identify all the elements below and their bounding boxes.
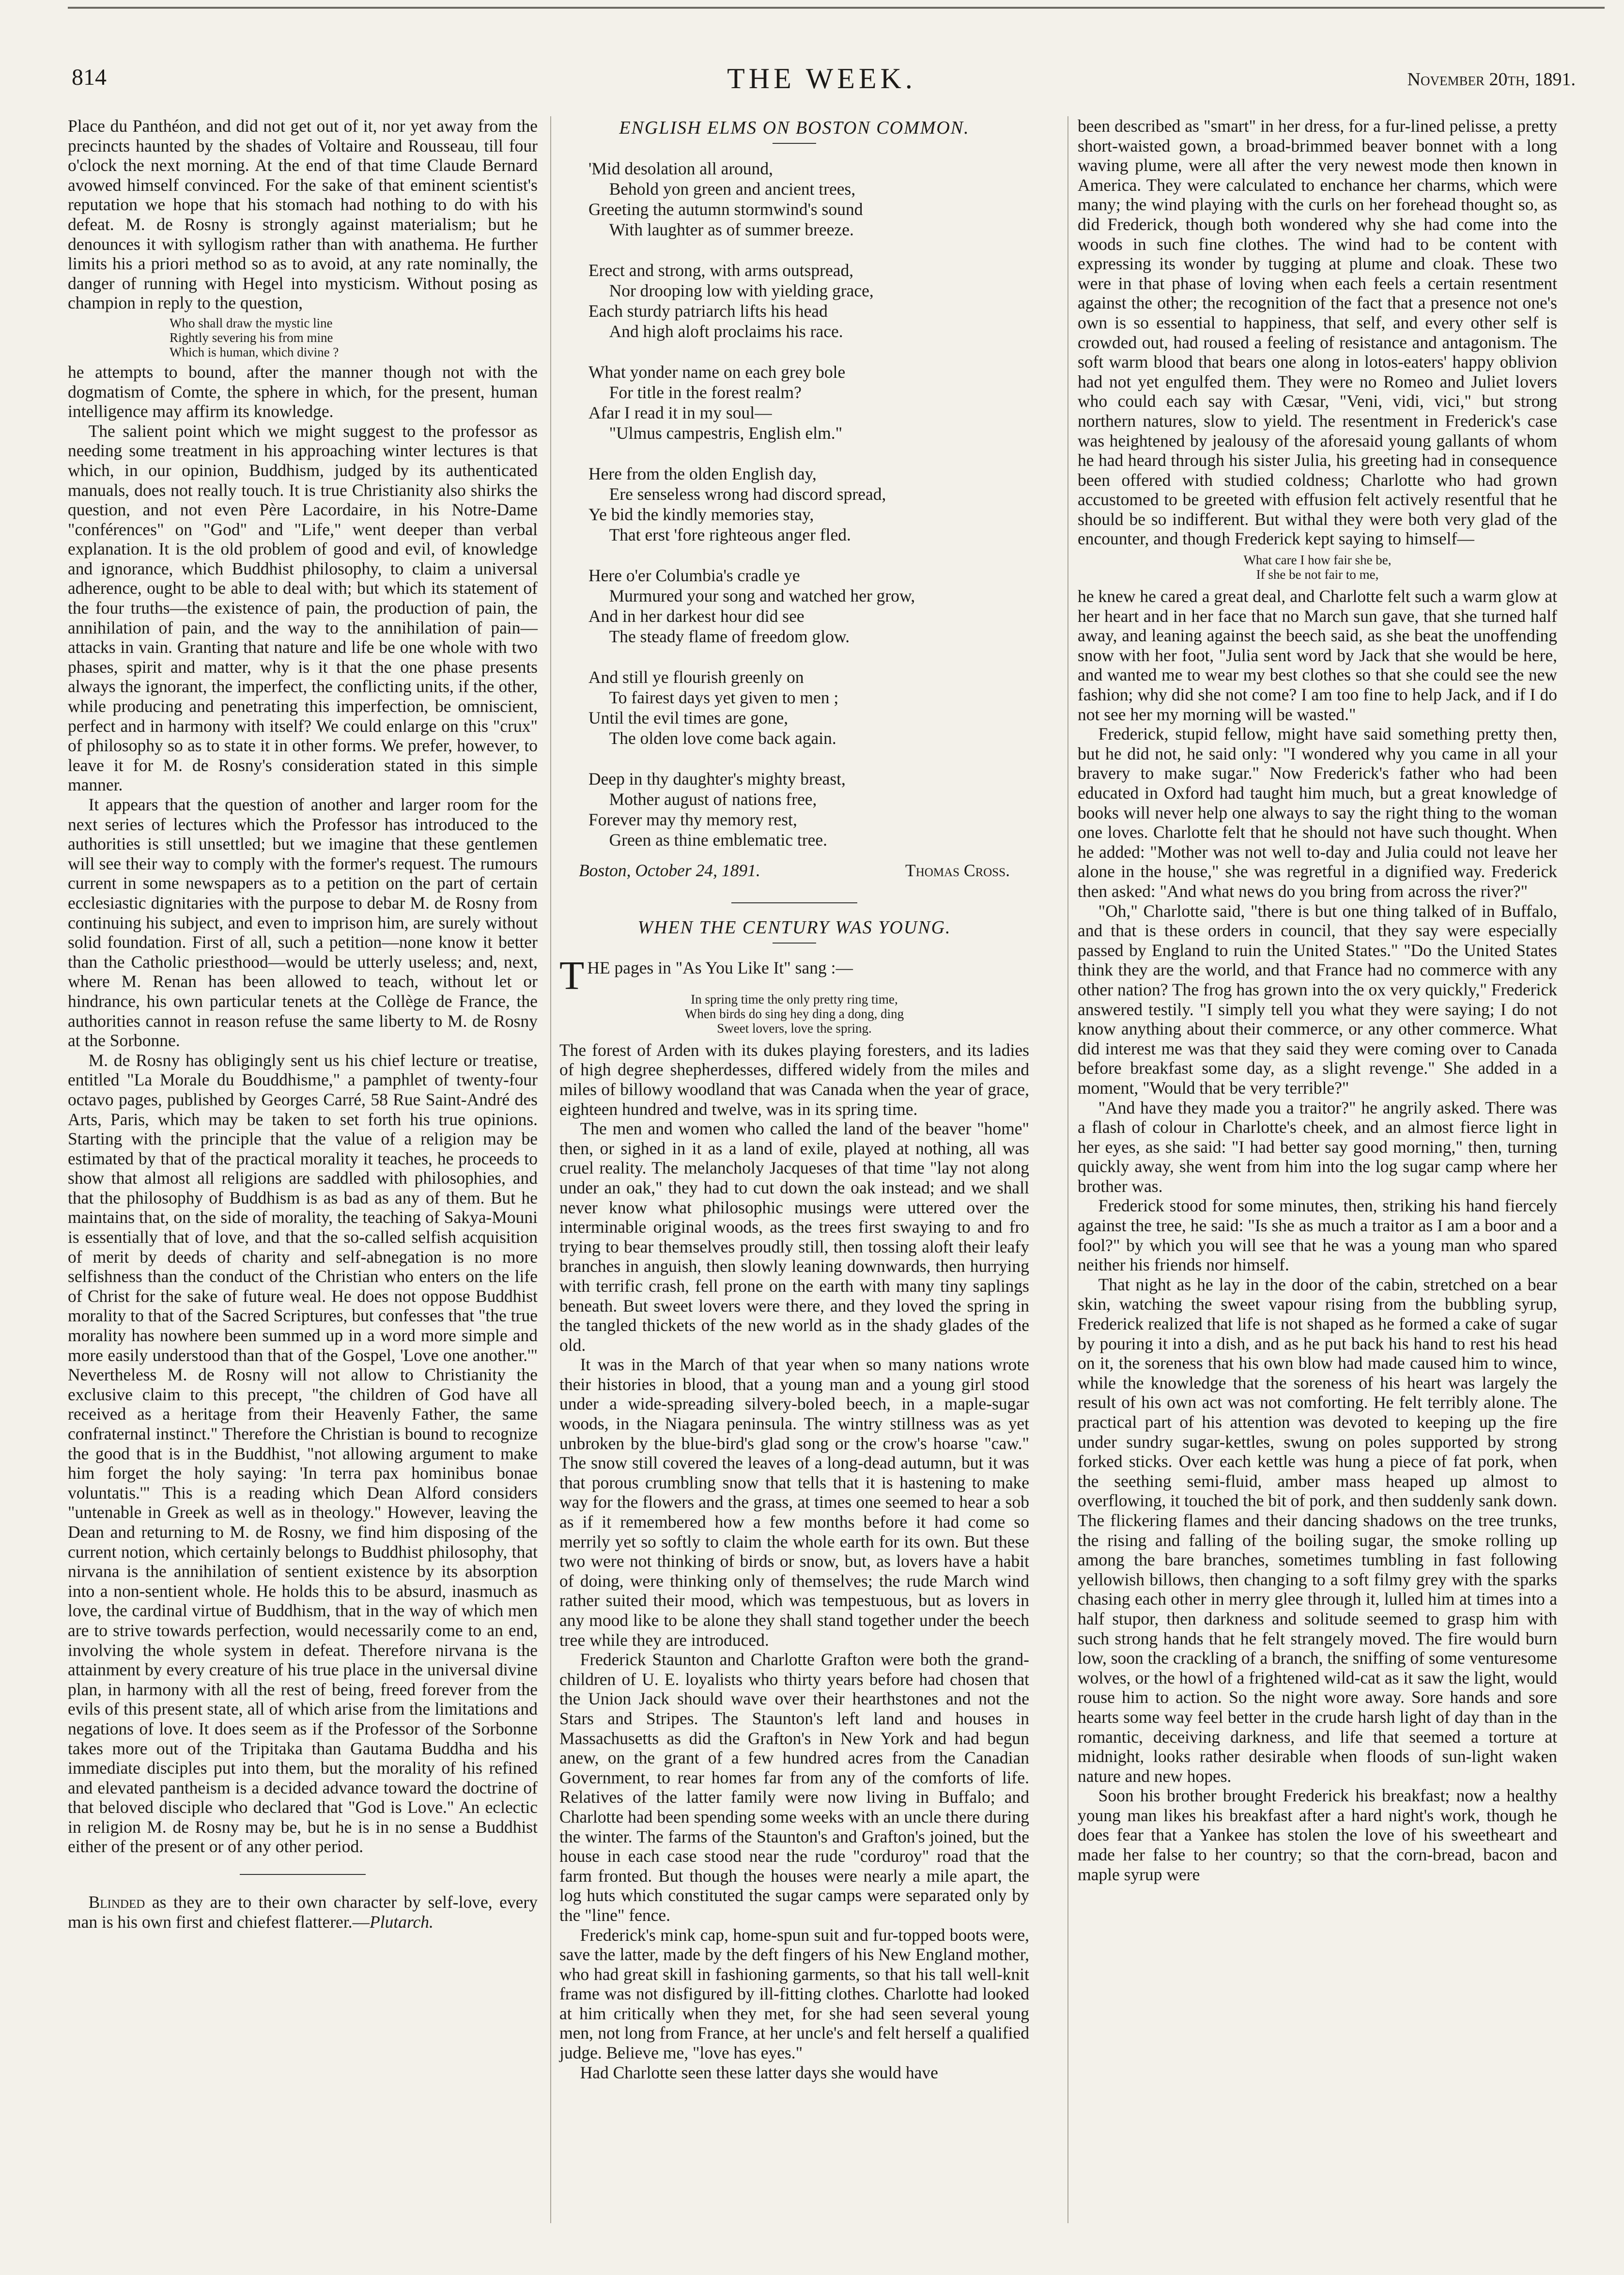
poem-author: Thomas Cross. — [905, 860, 1010, 880]
poem-line: Nor drooping low with yielding grace, — [609, 280, 874, 300]
poem-line: Ere senseless wrong had discord spread, — [609, 484, 886, 504]
poem-line: The olden love come back again. — [609, 728, 836, 748]
poem-line: Afar I read it in my soul— — [588, 402, 772, 422]
poem-line: And still ye flourish greenly on — [588, 667, 804, 687]
poem-line: "Ulmus campestris, English elm." — [609, 423, 843, 443]
paragraph: been described as "smart" in her dress, for a fur-lined pelisse, a pretty short-waisted gown, a broad-brimmed beaver bonnet with a long waving plume, were all after the very newest mode then known in America. They were calculated to enchance her charms, which were many; the wind playing with the curls on her forehead thought so, as did Frederick, though both wondered why she had come into the woods in such fine clothes. The wind had to be content with expressing its wonder by tugging at plume and cloak. These two were in that phase of loving when each feels a certain resentment against the other; the recognition of the fact that a presence not one's own is so essential to happiness, that self, and every other self is crowded out, had roused a feeling of resistance and antagonism. The soft warm blood that bears one along in lotos-eaters' happy oblivion had not yet engulfed them. They were no Romeo and Juliet lovers who could each say with Cæsar, "Veni, vidi, vici," but strong northern natures, slow to yield. The resentment in Frederick's case was heightened by jealousy of the aforesaid young gallants of whom he had heard through his sister Julia, his greeting had in consequence been offered with studied coldness; Charlotte who had grown accustomed to be greeted with effusion felt actively resentful that he should be so indifferent. But withal they were both very glad of the encounter, and though Frederick kept saying to himself— — [1078, 116, 1557, 549]
poem-line: And in her darkest hour did see — [588, 606, 804, 626]
column-2 — [559, 116, 1029, 2082]
paragraph: "Oh," Charlotte said, "there is but one thing talked of in Buffalo, and that is these orders in council, that they say were especially passed by England to ruin the United States." "Do the United States think they are the world, and that France had no commerce with any other nation? The frog has grown into the ox very quickly," Frederick answered testily. "I simply tell you what they were saying; I do not know anything about their commerce, or any other commerce. What did interest me was that they said they were coming over to Canada before breakfast some day, as a slight revenge." She added in a moment, "Would that be very terrible?" — [1078, 901, 1557, 1098]
poem-line: Mother august of nations free, — [609, 789, 817, 809]
lead-word: Blinded — [88, 1892, 145, 1912]
intro-text: HE pages in "As You Like It" sang :— — [587, 958, 853, 977]
paragraph: he knew he cared a great deal, and Charlotte felt such a warm glow at her heart and in her face that no March sun gave, that she turned half away, and leaning against the beech said, as she beat the unoffending snow with her foot, "Julia sent word by Jack that she would be here, and wanted me to wear my best clothes so that she could see the new fashion; why did she not come? I am too fine to help Jack, and if I do not see her my morning will be wasted." — [1078, 587, 1557, 724]
verse-line: What care I how fair she be, — [1243, 553, 1392, 568]
poem-line: Erect and strong, with arms outspread, — [588, 260, 854, 280]
poem-line: What yonder name on each grey bole — [588, 362, 846, 382]
poem-line: Forever may thy memory rest, — [588, 809, 797, 829]
quoted-verse — [1078, 553, 1557, 582]
title-rule — [773, 943, 816, 944]
plutarch-quote — [68, 1892, 538, 1932]
verse-line: Who shall draw the mystic line — [170, 315, 333, 330]
stanza — [588, 260, 1029, 341]
poem-line: Here from the olden English day, — [588, 464, 817, 483]
poem-line: And high aloft proclaims his race. — [609, 321, 843, 341]
paragraph: he attempts to bound, after the manner though not with the dogmatism of Comte, the sphere in which, for the present, human intelligence may affirm its knowledge. — [68, 362, 538, 421]
poem-signature — [579, 861, 1029, 881]
column-divider — [550, 116, 551, 2223]
stanza — [588, 565, 1029, 647]
verse-line: Rightly severing his from mine — [170, 330, 333, 345]
poem-line: Each sturdy patriarch lifts his head — [588, 301, 828, 321]
issue-date: November 20th, 1891. — [1407, 69, 1576, 90]
column-3 — [1078, 116, 1557, 1884]
poem-line: Ye bid the kindly memories stay, — [588, 504, 814, 524]
poem-place-date: Boston, October 24, 1891. — [579, 860, 760, 880]
paragraph: M. de Rosny has obligingly sent us his chief lecture or treatise, entitled "La Morale du Bouddhisme," a pamphlet of twenty-four octavo pages, published by Georges Carré, 58 Rue Saint-André des Arts, Paris, which may be taken to set forth his true opinions. Starting with the principle that the value of a religion may be estimated by that of the practical morality it teaches, he proceeds to show that almost all religions are saddled with philosophies, and that the philosophy of Buddhism is as bad as any of them. But he maintains that, on the side of morality, the teaching of Sakya-Mouni is essentially that of love, and that the so-called selfish acquisition of merit by deeds of charity and self-abnegation is no more selfishness than the conduct of the Christian who enters on the life of Christ for the sake of future weal. He does not oppose Buddhist morality to that of the Sacred Scriptures, but confesses that "the true morality has nowhere been summed up in a word more simple and more easily understood than that of the Gospel, 'Love one another.'" Nevertheless M. de Rosny will not allow to Christianity the exclusive claim to this precept, "the children of God have all received as a heritage from their Heavenly Father, the same confraternal instinct." Therefore the Christian is bound to recognize the good that is in the Buddhist, "not allowing argument to make him forget the holy saying: 'In terra pax hominibus bonae voluntatis.'" This is a reading which Dean Alford considers "untenable in Greek as well as in theology." However, leaving the Dean and returning to M. de Rosny, we find him disposing of the current notion, which certainly belongs to Buddhist philosophy, that nirvana is the annihilation of sentient existence by its absorption into a non-sentient whole. He holds this to be absurd, inasmuch as love, the cardinal virtue of Buddhism, that in the way of which men are to strive towards perfection, would necessarily come to an end, involving the whole system in defeat. Therefore nirvana is the attainment by every creature of his true place in the universal divine plan, in harmony with all the rest of being, freed forever from the evils of this present state, all of which arise from the limitations and negations of love. It does seem as if the Professor of the Sorbonne takes more out of the Tripitaka than Gautama Buddha and his immediate disciples put into them, but the morality of his refined and elevated pantheism is a decided advance toward the doctrine of that beloved disciple who declared that "God is Love." An eclectic in religion M. de Rosny may be, but he is in no sense a Buddhist either of the present or of any other period. — [68, 1050, 538, 1857]
stanza — [588, 667, 1029, 748]
section-separator — [731, 902, 857, 903]
stanza — [588, 769, 1029, 850]
quote-text: as they are to their own character by self-love, every man is his own first and chiefest flatterer.— — [68, 1892, 538, 1932]
poem-line: Murmured your song and watched her grow, — [609, 586, 915, 605]
poem-line: 'Mid desolation all around, — [588, 158, 773, 178]
poem-line: With laughter as of summer breeze. — [609, 219, 854, 239]
column-1 — [68, 116, 538, 1932]
paragraph: Place du Panthéon, and did not get out of it, nor yet away from the precincts haunted by the shades of Voltaire and Rousseau, till four o'clock the next morning. At the end of that time Claude Bernard avowed himself convinced. For the sake of that eminent scientist's reputation we hope that his stomach had nothing to do with his defeat. M. de Rosny is strongly against materialism; but he denounces it with syllogism rather than with anathema. He further limits his a priori method so as to avoid, at any rate nominally, the danger of running with Hegel into mysticism. Without posing as champion in reply to the question, — [68, 116, 538, 313]
paragraph: The salient point which we might suggest to the professor as needing some treatment in his approaching winter lectures is that which, in our opinion, Buddhism, judged by its authenticated manuals, does not really touch. It is true Christianity also shirks the question, and not even Père Lacordaire, in his Notre-Dame "conférences" on "God" and "Life," went deeper than verbal explanation. It is the old problem of good and evil, of knowledge and ignorance, which Buddhist philosophy, to claim a universal adherence, ought to be able to deal with; but which its statement of the four truths—the existence of pain, the production of pain, the annihilation of pain, and the way to the annihilation of pain—attacks in vain. Granting that nature and life be one whole with two phases, spirit and matter, why is it that the one phase presents always the ignorant, the imperfect, the conflicting units, if the other, while producing and penetrating this imperfection, be omniscient, perfect and in harmony with itself? We could enlarge on this "crux" of philosophy so as to state it in other forms. We prefer, however, to leave it for M. de Rosny's consideration stated in this simple manner. — [68, 421, 538, 795]
poem-line: To fairest days yet given to men ; — [609, 687, 839, 707]
verse-line: In spring time the only pretty ring time, — [691, 991, 898, 1006]
quoted-verse — [170, 316, 538, 359]
paragraph: "And have they made you a traitor?" he angrily asked. There was a flash of colour in Charlotte's cheek, and an almost fierce light in her eyes, as she said: "I had better say good morning," then, turning quickly away, she went from him into the log sugar camp where her brother was. — [1078, 1098, 1557, 1196]
paragraph: Frederick stood for some minutes, then, striking his hand fiercely against the tree, he said: "Is she as much a traitor as I am a boor and a fool?" by which you will see that he was a young man who spared neither his friends nor himself. — [1078, 1196, 1557, 1275]
poem-line: Deep in thy daughter's mighty breast, — [588, 769, 846, 789]
stanza — [588, 362, 1029, 443]
paragraph: That night as he lay in the door of the cabin, stretched on a bear skin, watching the sweet vapour rising from the bubbling syrup, Frederick realized that life is not shaped as he formed a cake of sugar by pouring it into a dish, and as he put back his hand to rest his head on it, the soreness that his own blow had made caused him to wince, while the knowledge that the soreness of his heart was largely the result of his own act was not comforting. He felt terribly alone. The practical part of his attention was devoted to keeping up the fire under sundry sugar-kettles, swung on poles supported by strong forked sticks. Over each kettle was hung a piece of fat pork, when the seething semi-fluid, amber mass heaped up almost to overflowing, it touched the bit of pork, and then suddenly sank down. The flickering flames and their dancing shadows on the tree trunks, the rising and falling of the boiling sugar, the smoke rolling up among the bare branches, sometimes tumbling in fast following yellowish billows, then changing to a soft filmy grey with the sparks chasing each other in merry glee through it, lulled him at times into a half stupor, then darkness and solitude seemed to grasp him with such strong hands that he felt strangely moved. The fire would burn low, soon the crackling of a branch, the sniffing of some venturesome wolves, or the howl of a frightened wild-cat as it saw the light, would rouse him to action. So the night wore away. Sore hands and sore hearts some way feel better in the crude harsh light of day than in the romantic, deceiving darkness, and life that seemed a torture at midnight, looks rather desirable when floods of sun-light waken nature and new hopes. — [1078, 1274, 1557, 1786]
stanza — [588, 464, 1029, 545]
poem-title: ENGLISH ELMS ON BOSTON COMMON. — [619, 118, 970, 138]
column-divider — [1067, 116, 1068, 2223]
title-rule — [773, 143, 816, 144]
paragraph: Frederick, stupid fellow, might have said something pretty then, but he did not, he said only: "I wondered why you came in all your bravery to make sugar." Now Frederick's father who had been educated in Oxford had taught him much, but a great knowledge of books will never help one always to say the right thing to the woman one loves. Charlotte felt that he should not have such thought. When he added: "Mother was not well to-day and Julia could not leave her alone in the house," she was regretful in a dignified way. Frederick then asked: "And what news do you bring from across the river?" — [1078, 724, 1557, 901]
top-rule — [68, 7, 1605, 9]
poem-line: Behold yon green and ancient trees, — [609, 179, 856, 199]
verse-line: Sweet lovers, love the spring. — [717, 1021, 872, 1036]
story-title: WHEN THE CENTURY WAS YOUNG. — [637, 917, 951, 938]
poem-line: Green as thine emblematic tree. — [609, 830, 828, 850]
story-intro — [559, 953, 1029, 998]
poem-line: For title in the forest realm? — [609, 382, 802, 402]
page-header — [68, 62, 1576, 106]
stanza — [588, 158, 1029, 240]
page-number: 814 — [72, 64, 107, 90]
paragraph: The men and women who called the land of the beaver "home" then, or sighed in it as a land of exile, played at nothing, all was cruel reality. The melancholy Jacqueses of that time "lay not along under an oak," they had to cut down the oak instead; and we shall never know what philosophic musings were uttered over the interminable original woods, as the trees first swaying to and fro trying to bear themselves proudly still, then tossing aloft their leafy branches in anguish, then slowly leaning downwards, then hurrying with terrific crash, fell prone on the earth with many tiny saplings beneath. But sweet lovers were there, and they loved the spring in the tangled thickets of the new world as in the shady glades of the old. — [559, 1119, 1029, 1355]
paragraph: It appears that the question of another and larger room for the next series of lectures which the Professor has introduced to the authorities is still unsettled; but we imagine that these gentlemen will see their way to comply with the former's request. The rumours current in some newspapers as to a petition on the part of certain ecclesiastic dignitaries with the purpose to debar M. de Rosny from continuing his subject, and even to imprison him, are surely without solid foundation. First of all, such a petition—none know it better than the Catholic priesthood—would be utterly useless; and, next, where M. Renan has been allowed to teach, without let or hindrance, his own particular tenets at the Collège de France, the authorities cannot in reason refuse the same liberty to M. de Rosny at the Sorbonne. — [68, 795, 538, 1051]
page-title: THE WEEK. — [727, 62, 916, 94]
paragraph: Had Charlotte seen these latter days she would have — [580, 2062, 938, 2082]
poem-line: The steady flame of freedom glow. — [609, 626, 850, 646]
quote-source: Plutarch. — [370, 1912, 433, 1932]
paragraph: Frederick Staunton and Charlotte Grafton were both the grand-children of U. E. loyalists who thirty years before had chosen that the Union Jack should wave over their hearthstones and not the Stars and Stripes. The Staunton's left land and houses in Massachusetts as did the Grafton's in New York and had begun anew, on the grant of a few hundred acres from the Canadian Government, to rear homes far from any of the comforts of life. Relatives of the latter family were now living in Buffalo; and Charlotte had been spending some weeks with an uncle there during the winter. The farms of the Staunton's and Grafton's joined, but the house in each case stood near the rude "corduroy" road that the farm fronted. But though the houses were nearly a mile apart, the log huts which constituted the sugar camps were separated only by the "line" fence. — [559, 1650, 1029, 1925]
verse-line: Which is human, which divine ? — [170, 344, 339, 359]
poem-line: Here o'er Columbia's cradle ye — [588, 565, 800, 585]
quoted-verse — [559, 992, 1029, 1036]
section-separator — [240, 1874, 366, 1875]
verse-line: If she be not fair to me, — [1256, 567, 1379, 582]
paragraph: It was in the March of that year when so many nations wrote their histories in blood, that a young man and a young girl stood under a wide-spreading silvery-boled beech, in a maple-sugar woods, in the Niagara peninsula. The wintry stillness was as yet unbroken by the blue-bird's glad song or the crow's hoarse "caw." The snow still covered the leaves of a long-dead autumn, but it was that porous crumbling snow that tells that it is hastening to make way for the flowers and the grass, at times one seemed to hear a sob as if it remembered how a few months before it had come so merrily yet so softly to claim the whole earth for its own. But these two were not thinking of birds or snow, but, as lovers have a habit of doing, were thinking only of themselves; the rude March wind rather suited their mood, which was tempestuous, but as lovers in any mood like to be alone they shall stand together under the beech tree while they are introduced. — [559, 1355, 1029, 1650]
paragraph: Soon his brother brought Frederick his breakfast; now a healthy young man likes his breakfast after a hard night's work, though he does fear that a Yankee has stolen the love of his sweetheart and made her false to her country; so that the corn-bread, bacon and maple syrup were — [1078, 1786, 1557, 1884]
poem-line: That erst 'fore righteous anger fled. — [609, 525, 851, 544]
verse-line: When birds do sing hey ding a dong, ding — [684, 1006, 904, 1021]
poem-line: Until the evil times are gone, — [588, 708, 789, 727]
drop-cap: T — [559, 953, 585, 998]
paragraph: The forest of Arden with its dukes playing foresters, and its ladies of high degree shepherdesses, differed widely from the miles and miles of billowy woodland that was Canada when the year of grace, eighteen hundred and twelve, was in its spring time. — [559, 1040, 1029, 1119]
poem-line: Greeting the autumn stormwind's sound — [588, 199, 863, 219]
paragraph: Frederick's mink cap, home-spun suit and fur-topped boots were, save the latter, made by the deft fingers of his New England mother, who had great skill in fashioning garments, so that his tall well-knit frame was not disfigured by ill-fitting clothes. Charlotte had looked at him critically when they met, for she had seen several young men, not long from France, at her uncle's and felt herself a qualified judge. Believe me, "love has eyes." — [559, 1925, 1029, 2063]
poem-body — [559, 158, 1029, 850]
